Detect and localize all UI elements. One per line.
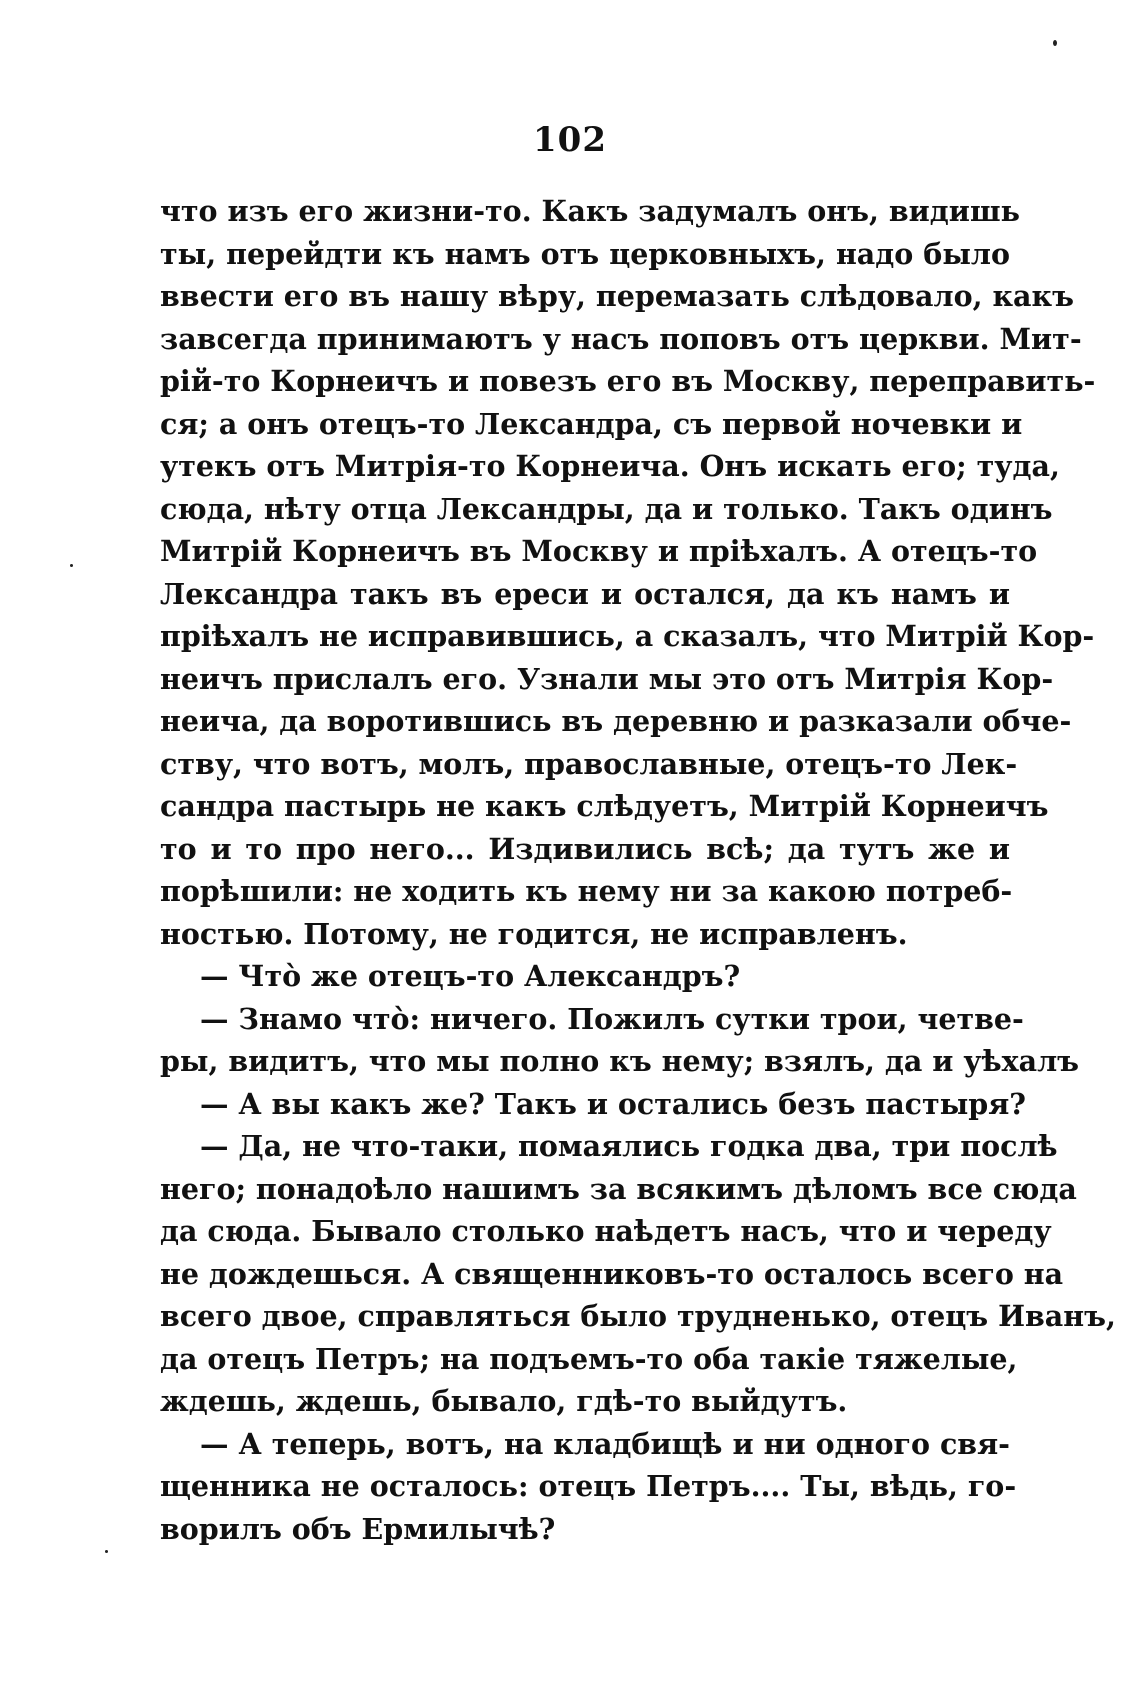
text-line: ся; а онъ отецъ-то Лександра, съ первой ночевки и — [160, 406, 1023, 441]
ink-speck — [70, 564, 73, 567]
text-line: пріѣхалъ не исправившись, а сказалъ, что Митрій Кор- — [160, 619, 1095, 653]
text-line: ввести его въ нашу вѣру, перемазать слѣдовало, какъ — [160, 279, 1074, 313]
text-line: утекъ отъ Митрія-то Корнеича. Онъ искать его; туда, — [160, 449, 1060, 483]
text-line: — А вы какъ же? Такъ и остались безъ пастыря? — [200, 1086, 1026, 1121]
ink-speck — [105, 1550, 108, 1553]
text-line: да сюда. Бывало столько наѣдетъ насъ, что и череду — [160, 1214, 1052, 1248]
text-line: — Знамо чтò: ничего. Пожилъ сутки трои, четве- — [200, 1001, 1024, 1036]
text-line: неичъ прислалъ его. Узнали мы это отъ Митрія Кор- — [160, 661, 1054, 696]
text-line: сандра пастырь не какъ слѣдуетъ, Митрій Корнеичъ — [160, 789, 1049, 823]
text-line: да отецъ Петръ; на подъемъ-то оба такіе тяжелые, — [160, 1341, 1018, 1376]
page-number: 102 — [533, 120, 607, 160]
text-line: ству, что вотъ, молъ, православные, отецъ-то Лек- — [160, 746, 1018, 781]
text-line: то и то про него... Издивились всѣ; да тутъ же и — [160, 831, 1010, 866]
text-line: рій-то Корнеичъ и повезъ его въ Москву, переправить- — [160, 364, 1096, 398]
text-line: Лександра такъ въ ереси и остался, да къ намъ и — [160, 576, 1010, 611]
text-line: что изъ его жизни-то. Какъ задумалъ онъ, видишь — [160, 194, 1020, 228]
text-line: — Чтò же отецъ-то Александръ? — [200, 959, 741, 993]
text-line: ры, видитъ, что мы полно къ нему; взялъ, да и уѣхалъ — [160, 1044, 1080, 1078]
page-text — [160, 190, 1116, 1550]
text-line: — Да, не что-таки, помаялись годка два, три послѣ — [200, 1129, 1058, 1163]
text-line: сюда, нѣту отца Лександры, да и только. Такъ одинъ — [160, 491, 1053, 526]
text-line: него; понадоѣло нашимъ за всякимъ дѣломъ все сюда — [160, 1171, 1077, 1206]
text-line: завсегда принимаютъ у насъ поповъ отъ церкви. Мит- — [160, 321, 1082, 356]
text-line: не дождешься. А священниковъ-то осталось всего на — [160, 1256, 1064, 1291]
text-line: неича, да воротившись въ деревню и разказали обче- — [160, 704, 1072, 738]
text-line: Митрій Корнеичъ въ Москву и пріѣхалъ. А отецъ-то — [160, 534, 1038, 568]
ink-speck — [1053, 40, 1057, 46]
text-line: щенника не осталось: отецъ Петръ.... Ты, вѣдь, го- — [160, 1469, 1017, 1503]
text-line: ворилъ объ Ермилычѣ? — [160, 1511, 556, 1546]
text-line: порѣшили: не ходить къ нему ни за какою потреб- — [160, 874, 1013, 908]
text-line: ждешь, ждешь, бывало, гдѣ-то выйдутъ. — [160, 1384, 848, 1418]
text-line: — А теперь, вотъ, на кладбищѣ и ни одного свя- — [200, 1426, 1010, 1461]
text-line: ты, перейдти къ намъ отъ церковныхъ, надо было — [160, 236, 1010, 271]
text-line: всего двое, справляться было трудненько, отецъ Иванъ, — [160, 1299, 1116, 1333]
text-line: ностью. Потому, не годится, не исправленъ. — [160, 916, 908, 951]
